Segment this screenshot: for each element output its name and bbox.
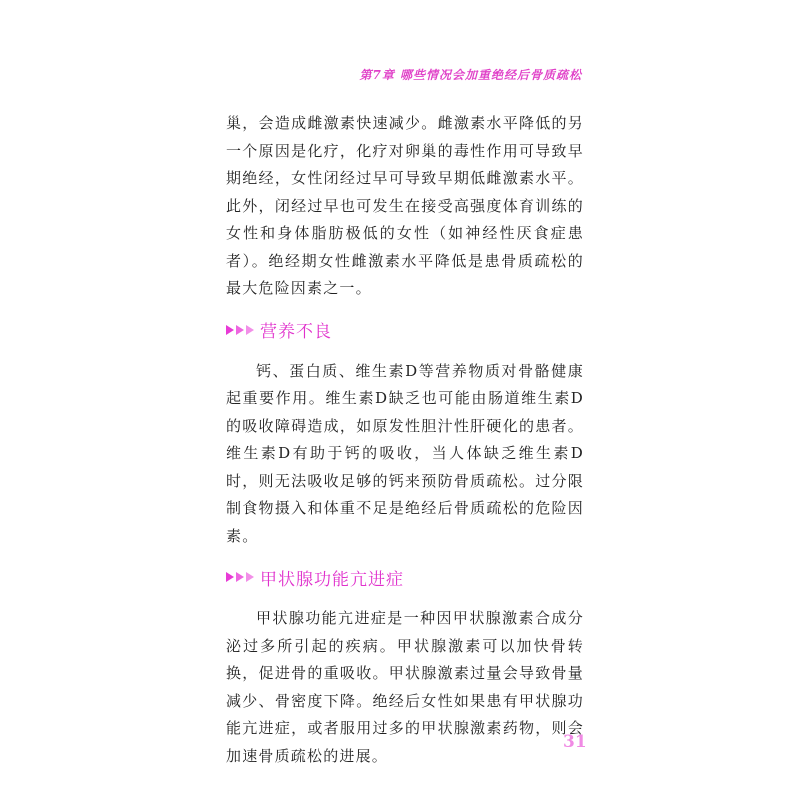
section-paragraph-nutrition: 钙、蛋白质、维生素D等营养物质对骨骼健康起重要作用。维生素D缺乏也可能由肠道维生素D的吸收障碍造成，如原发性胆汁性肝硬化的患者。维生素D有助于钙的吸收，当人体缺乏维生素D时，则无法吸收足够的钙来预防骨质疏松。过分限制食物摄入和体重不足是绝经后骨质疏松的危险因素。 bbox=[226, 361, 584, 545]
triple-arrow-icon bbox=[226, 325, 256, 335]
page-number: 31 bbox=[563, 732, 587, 752]
running-head: 第7章 哪些情况会加重绝经后骨质疏松 bbox=[359, 68, 582, 82]
intro-paragraph: 巢，会造成雌激素快速减少。雌激素水平降低的另一个原因是化疗，化疗对卵巢的毒性作用可导致早期绝经，女性闭经过早可导致早期低雌激素水平。此外，闭经过早也可发生在接受高强度体育训练的女性和身体脂肪极低的女性（如神经性厌食症患者）。绝经期女性雌激素水平降低是患骨质疏松的最大危险因素之一。 bbox=[226, 114, 584, 297]
page-content bbox=[226, 110, 584, 770]
section-heading-hyperthyroidism bbox=[226, 563, 584, 591]
section-title: 营养不良 bbox=[260, 322, 332, 342]
triple-arrow-icon bbox=[226, 572, 256, 582]
section-paragraph-hyperthyroidism: 甲状腺功能亢进症是一种因甲状腺激素合成分泌过多所引起的疾病。甲状腺激素可以加快骨转换，促进骨的重吸收。甲状腺激素过量会导致骨量减少、骨密度下降。绝经后女性如果患有甲状腺功能亢进症，或者服用过多的甲状腺激素药物，则会加速骨质疏松的进展。 bbox=[226, 609, 584, 765]
section-heading-nutrition bbox=[226, 316, 584, 344]
section-title: 甲状腺功能亢进症 bbox=[260, 569, 404, 590]
